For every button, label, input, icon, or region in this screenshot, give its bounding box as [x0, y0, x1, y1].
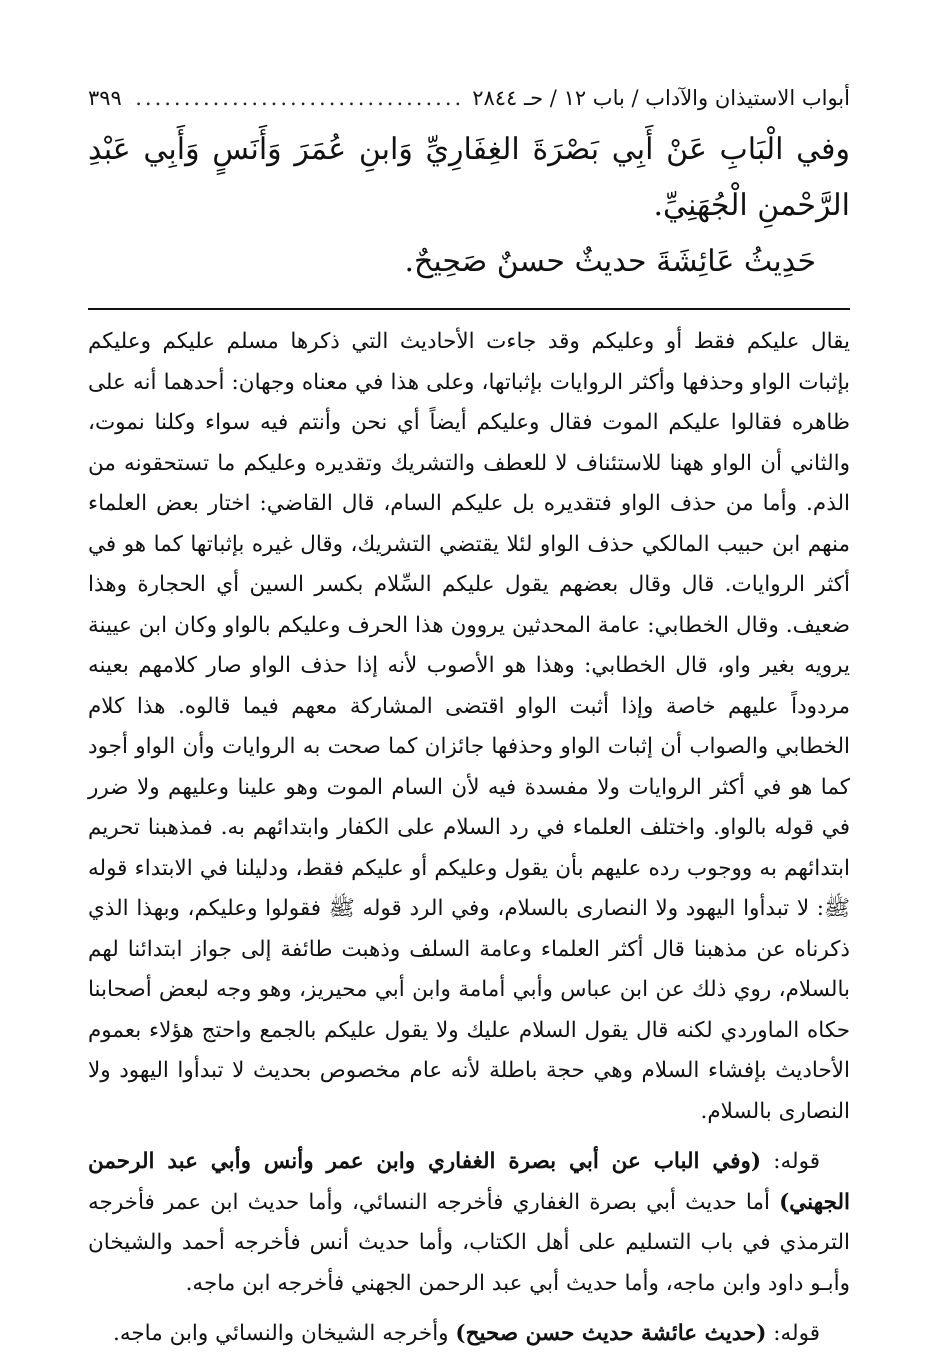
paragraph-body: أما حديث أبي بصرة الغفاري فأخرجه النسائي، وأما حديث ابن عمر فأخرجه الترمذي في باب التسليم على أهل الكتاب، وأما حديث أنس فأخرجه أحمد والشيخان وأبـو داود وابن ماجه، وأما حديث أبي عبد الرحمن الجهني فأخرجه ابن ماجه.	[88, 1189, 850, 1296]
commentary-paragraph-2	[88, 1142, 850, 1304]
hadith-line-grade: حَدِيثُ عَائِشَةَ حديثٌ حسنٌ صَحِيحٌ.	[404, 244, 816, 279]
quoted-matn: (حديث عائشة حديث حسن صحيح)	[455, 1321, 767, 1346]
commentary-paragraph-3	[88, 1314, 850, 1355]
hadith-line-chain: وفي الْبَابِ عَنْ أَبِي بَصْرَةَ الغِفَارِيِّ وَابنِ عُمَرَ وَأَنَسٍ وَأَبِي عَبْدِ الرَّحْمنِ الْجُهَنِيِّ.	[88, 132, 850, 223]
commentary	[88, 322, 850, 1355]
section-divider	[88, 308, 850, 310]
qawluhu-label: قوله:	[761, 1149, 820, 1174]
page	[88, 82, 850, 1355]
qawluhu-label: قوله:	[766, 1321, 820, 1346]
quoted-matn: (وفي الباب عن أبي بصرة الغفاري وابن عمر وأنس وأبي عبد الرحمن الجهني)	[88, 1149, 850, 1215]
page-number: ٣٩٩	[88, 86, 122, 110]
paragraph-body: وأخرجه الشيخان والنسائي وابن ماجه.	[113, 1321, 456, 1346]
leader-dots	[130, 82, 464, 114]
hadith-text	[88, 122, 850, 290]
commentary-paragraph-1: يقال عليكم فقط أو وعليكم وقد جاءت الأحاديث التي ذكرها مسلم عليكم وعليكم بإثبات الواو وحذفها وأكثر الروايات بإثباتها، وعلى هذا في معناه وجهان: أحدهما أنه على ظاهره فقالوا عليكم الموت فقال وعليكم أيضاً أي نحن وأنتم فيه سواء وكلنا نموت، والثاني أن الواو ههنا للاستئناف لا للعطف والتشريك وتقديره وعليكم ما تستحقونه من الذم. وأما من حذف الواو فتقديره بل عليكم السام، قال القاضي: اختار بعض العلماء منهم ابن حبيب المالكي حذف الواو لئلا يقتضي التشريك، وقال غيره بإثباتها كما هو في أكثر الروايات. قال وقال بعضهم يقول عليكم السِّلام بكسر السين أي الحجارة وهذا ضعيف. وقال الخطابي: عامة المحدثين يروون هذا الحرف وعليكم بالواو وكان ابن عيينة يرويه بغير واو، قال الخطابي: وهذا هو الأصوب لأنه إذا حذف الواو صار كلامهم بعينه مردوداً عليهم خاصة وإذا أثبت الواو اقتضى المشاركة معهم فيما قالوه. هذا كلام الخطابي والصواب أن إثبات الواو وحذفها جائزان كما صحت به الروايات وأن الواو أجود كما هو في أكثر الروايات ولا مفسدة فيه لأن السام الموت وهو علينا وعليهم ولا ضرر في قوله بالواو. واختلف العلماء في رد السلام على الكفار وابتدائهم به. فمذهبنا تحريم ابتدائهم به ووجوب رده عليهم بأن يقول وعليكم أو عليكم فقط، ودليلنا في الابتداء قوله ﷺ: لا تبدأوا اليهود ولا النصارى بالسلام، وفي الرد قوله ﷺ فقولوا وعليكم، وبهذا الذي ذكرناه عن مذهبنا قال أكثر العلماء وعامة السلف وذهبت طائفة إلى جواز ابتدائنا لهم بالسلام، روي ذلك عن ابن عباس وأبي أمامة وابن أبي محيريز، وهو وجه لبعض أصحابنا حكاه الماوردي لكنه قال يقول السلام عليك ولا يقول عليكم بالجمع واحتج هؤلاء بعموم الأحاديث بإفشاء السلام وهي حجة باطلة لأنه عام مخصوص بحديث لا تبدأوا اليهود ولا النصارى بالسلام.	[88, 329, 850, 1124]
chapter-title: أبواب الاستيذان والآداب / باب ١٢ / حـ ٢٨٤٤	[472, 86, 850, 110]
running-header	[88, 82, 850, 114]
